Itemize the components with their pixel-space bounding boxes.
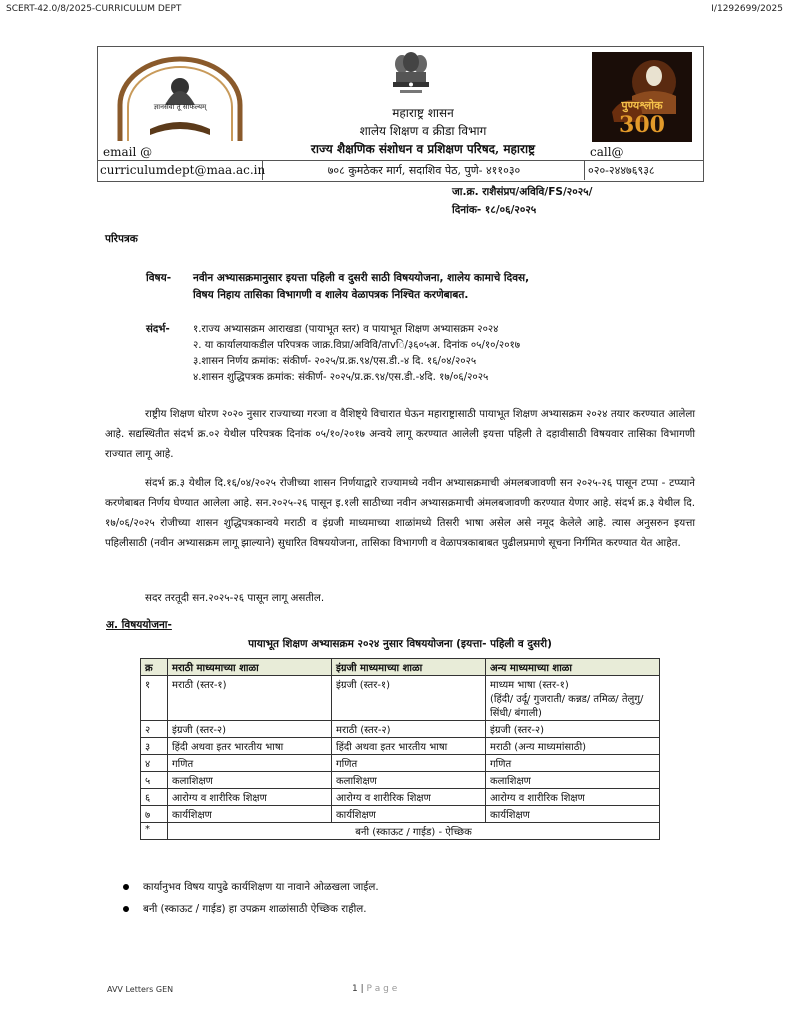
bullet-icon <box>123 906 129 912</box>
reference-item: ४.शासन शुद्धिपत्रक क्रमांक: संकीर्ण- २०२५/प्र.क्र.९४/एस.डी.-४दि. १७/०६/२०२५ <box>193 372 489 383</box>
table-cell: आरोग्य व शारीरिक शिक्षण <box>332 789 486 806</box>
page-number <box>352 984 397 994</box>
table-row <box>141 721 660 738</box>
table-cell: इंग्रजी (स्तर-२) <box>168 721 332 738</box>
column-header: इंग्रजी माध्यमाच्या शाळा <box>332 659 486 676</box>
government-name: महाराष्ट्र शासन <box>392 106 454 120</box>
email-address[interactable]: curriculumdept@maa.ac.in <box>100 163 266 177</box>
table-cell: कलाशिक्षण <box>486 772 660 789</box>
table-row <box>141 823 660 840</box>
table-cell: कलाशिक्षण <box>168 772 332 789</box>
paragraph-2: संदर्भ क्र.३ येथील दि.१६/०४/२०२५ रोजीच्या शासन निर्णयाद्वारे राज्यामध्ये नवीन अभ्यासक्रमाची अंमलबजावणी सन २०२५-२६ पासून टप्पा - टप्प्याने करणेबाबत निर्णय घेण्यात आलेला आहे. सन.२०२५-२६ पासून इ.१ली साठीच्या नवीन अभ्यासक्रमाची अंमलबजावणी करण्यात येणार आहे. संदर्भ क्र.३ येथील दि. १७/०६/२०२५ रोजीच्या शासन शुद्धिपत्रकान्वये मराठी व इंग्रजी माध्यमाच्या शाळांमध्ये तिसरी भाषा असेल असे नमूद केलेले आहे. त्यास अनुसरुन इयत्ता पहिलीसाठी (नवीन अभ्यासक्रम लागू झाल्याने) सुधारित विषययोजना, तासिका विभागणी व वेळापत्रकाबाबत पुढीलप्रमाणे सूचना निर्गमित करण्यात येत आहेत. <box>105 477 695 549</box>
table-row <box>141 676 660 721</box>
table-row <box>141 755 660 772</box>
paragraph-3: सदर तरतूदी सन.२०२५-२६ पासून लागू असतील. <box>145 592 325 604</box>
table-cell: ६ <box>141 789 168 806</box>
table-cell: माध्यम भाषा (स्तर-१) (हिंदी/ उर्दू/ गुजराती/ कन्नड/ तमिळ/ तेलुगु/ सिंधी/ बंगाली) <box>486 676 660 721</box>
phone-number[interactable]: ०२०-२४४७६९३८ <box>588 164 655 177</box>
table-row <box>141 806 660 823</box>
table-cell: कलाशिक्षण <box>332 772 486 789</box>
table-cell: ५ <box>141 772 168 789</box>
logo-motto: ज्ञानसेवा तू साफल्यम् <box>153 103 207 111</box>
page-word: P a g e <box>366 984 398 994</box>
document-code: SCERT-42.0/8/2025-CURRICULUM DEPT <box>6 4 182 14</box>
table-cell: गणित <box>486 755 660 772</box>
table-header-row <box>141 659 660 676</box>
table-cell: ३ <box>141 738 168 755</box>
reference-item: २. या कार्यालयाकडील परिपत्रक जाक्र.विप्रा/अविवि/ताvि/३६०५अ. दिनांक ०५/१०/२०१७ <box>193 340 521 351</box>
column-header: मराठी माध्यमाच्या शाळा <box>168 659 332 676</box>
table-cell: इंग्रजी (स्तर-२) <box>486 721 660 738</box>
table-cell: ७ <box>141 806 168 823</box>
note-text: बनी (स्काऊट / गाईड) हा उपक्रम शाळांसाठी ऐच्छिक राहील. <box>143 903 367 915</box>
subject-scheme-table <box>140 658 660 840</box>
section-heading: अ. विषययोजना- <box>106 619 172 631</box>
table-cell: इंग्रजी (स्तर-१) <box>332 676 486 721</box>
table-cell: आरोग्य व शारीरिक शिक्षण <box>168 789 332 806</box>
table-cell: गणित <box>332 755 486 772</box>
column-header: अन्य माध्यमाच्या शाळा <box>486 659 660 676</box>
table-cell: मराठी (अन्य माध्यमांसाठी) <box>486 738 660 755</box>
reference-item: १.राज्य अभ्यासक्रम आराखडा (पायाभूत स्तर) व पायाभूत शिक्षण अभ्यासक्रम २०२४ <box>193 324 499 335</box>
table-cell: कार्यशिक्षण <box>168 806 332 823</box>
table-cell: मराठी (स्तर-२) <box>332 721 486 738</box>
note-bullet <box>123 902 367 916</box>
bullet-icon <box>123 884 129 890</box>
table-cell: बनी (स्काऊट / गाईड) - ऐच्छिक <box>168 823 660 840</box>
table-row <box>141 789 660 806</box>
council-name: राज्य शैक्षणिक संशोधन व प्रशिक्षण परिषद, महाराष्ट्र <box>310 142 536 156</box>
table-cell: ४ <box>141 755 168 772</box>
note-bullet <box>123 880 379 894</box>
column-header: क्र <box>141 659 168 676</box>
document-id: I/1292699/2025 <box>711 4 783 14</box>
letterhead-divider <box>97 160 704 161</box>
table-cell: कार्यशिक्षण <box>332 806 486 823</box>
table-cell: १ <box>141 676 168 721</box>
table-row <box>141 772 660 789</box>
table-cell: आरोग्य व शारीरिक शिक्षण <box>486 789 660 806</box>
table-cell: हिंदी अथवा इतर भारतीय भाषा <box>168 738 332 755</box>
table-cell: हिंदी अथवा इतर भारतीय भाषा <box>332 738 486 755</box>
note-text: कार्यानुभव विषय यापुढे कार्यशिक्षण या नावाने ओळखला जाईल. <box>143 881 379 893</box>
table-cell: गणित <box>168 755 332 772</box>
page-separator: | <box>357 984 367 994</box>
call-label: call@ <box>590 145 624 159</box>
national-emblem-icon <box>388 50 434 102</box>
subject-line-2: विषय निहाय तासिका विभागणी व शालेय वेळापत्रक निश्चित करणेबाबत. <box>193 289 469 301</box>
anniversary-number: 300 <box>619 112 665 138</box>
table-cell: मराठी (स्तर-१) <box>168 676 332 721</box>
department-name: शालेय शिक्षण व क्रीडा विभाग <box>359 124 487 138</box>
letter-date: दिनांक- १८/०६/२०२५ <box>452 204 537 216</box>
reference-number: जा.क्र. राशैसंप्रप/अविवि/FS/२०२५/ <box>452 186 593 198</box>
footer-label: AVV Letters GEN <box>107 985 174 994</box>
table-title: पायाभूत शिक्षण अभ्यासक्रम २०२४ नुसार विषययोजना (इयत्ता- पहिली व दुसरी) <box>248 638 552 650</box>
office-address: ७०८ कुमठेकर मार्ग, सदाशिव पेठ, पुणे- ४११०३० <box>327 164 521 177</box>
reference-item: ३.शासन निर्णय क्रमांक: संकीर्ण- २०२५/प्र.क्र.९४/एस.डी.-४ दि. १६/०४/२०२५ <box>193 356 477 367</box>
circular-heading: परिपत्रक <box>105 233 138 245</box>
subject-line-1: नवीन अभ्यासक्रमानुसार इयत्ता पहिली व दुसरी साठी विषययोजना, शालेय कामाचे दिवस, <box>193 272 530 284</box>
email-label: email @ <box>103 145 153 159</box>
table-cell: २ <box>141 721 168 738</box>
table-row <box>141 738 660 755</box>
anniversary-text: पुण्यश्लोक <box>621 99 663 112</box>
subject-label: विषय- <box>146 272 172 284</box>
table-cell: कार्यशिक्षण <box>486 806 660 823</box>
page-num-value: 1 <box>352 984 358 994</box>
paragraph-1: राष्ट्रीय शिक्षण धोरण २०२० नुसार राज्याच्या गरजा व वैशिष्ट्ये विचारात घेऊन महाराष्ट्रासाठी पायाभूत शिक्षण अभ्यासक्रम २०२४ तयार करण्यात आलेला आहे. सद्यस्थितीत संदर्भ क्र.०२ येथील परिपत्रक दिनांक ०५/१०/२०१७ अन्वये लागू करण्यात आलेली इयत्ता पहिली ते दहावीसाठी विषयवार तासिका विभागणी राज्यात लागू आहे. <box>105 408 695 460</box>
table-cell: * <box>141 823 168 840</box>
scert-logo <box>110 55 250 145</box>
reference-label: संदर्भ- <box>146 324 170 335</box>
